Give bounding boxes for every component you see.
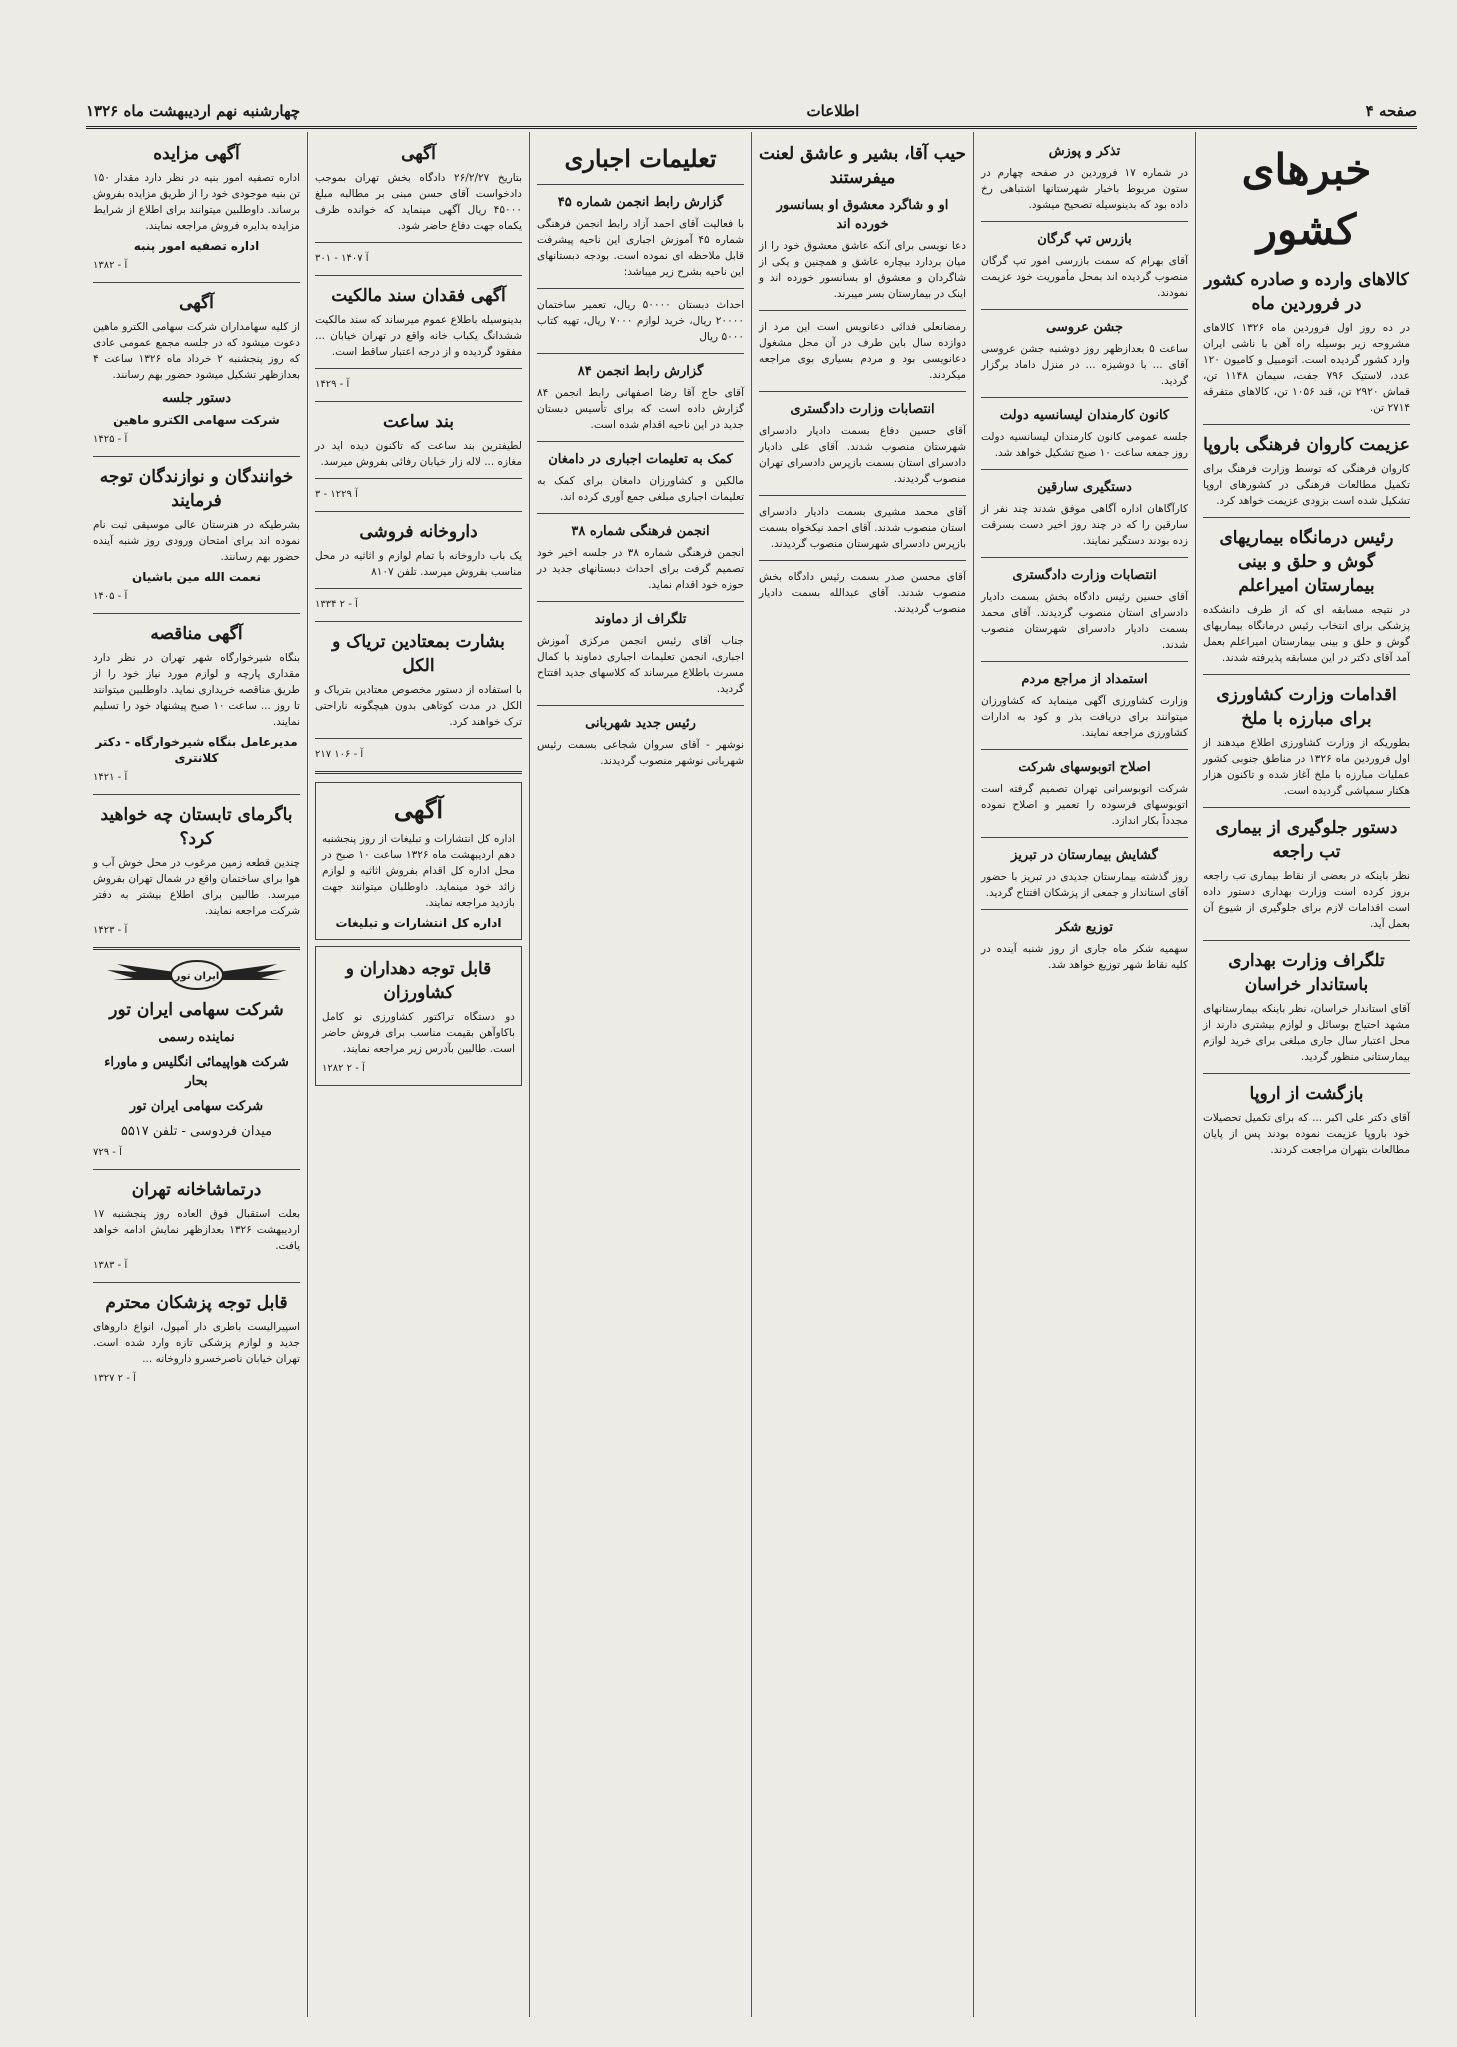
ad-code: ۱۳۳۴ آ - ۲ [315,599,358,610]
divider [537,601,744,602]
iran-tour-address: میدان فردوسی - تلفن ۵۵۱۷ [120,1124,273,1139]
ad-code: ۱۳۸۳ - آ [93,1260,128,1271]
column-ads-5 [307,132,529,2017]
ad-code: ۱۴۲۵ - آ [93,434,128,445]
section-title-education: تعلیمات اجباری [564,144,717,173]
article-headline: داروخانه فروشی [359,522,478,542]
article-headline: استمداد از مراجع مردم [1021,672,1148,687]
column-news-3 [751,132,973,2017]
divider [315,588,522,589]
article-headline: آگهی مناقصه [150,624,243,644]
ad-code: ۱۳۸۲ - آ [93,260,128,271]
article-body: بطوریکه از وزارت کشاورزی اطلاع میدهند از اول فروردین ماه ۱۳۲۶ در مناطق جنوبی کشور عملیات مبارزه با ملخ آغاز شده و تاکنون هزار هکتار سمپاشی گردیده است. [1203,737,1410,797]
theater-body: بعلت استقبال فوق العاده روز پنجشنبه ۱۷ اردیبهشت ۱۳۲۶ بعدازظهر نمایش ادامه خواهد یافت. [93,1208,300,1252]
notice-body: اداره کل انتشارات و تبلیغات از روز پنجشنبه دهم اردیبهشت ماه ۱۳۲۶ ساعت ۱۰ صبح در محل اداره کل اقدام بفروش اثاثیه و لوازم زائد خود مینماید. داوطلبان میتوانند جهت بازدید مراجعه نمایند. [322,833,515,909]
article-headline: گزارش رابط انجمن ۸۴ [577,364,704,379]
article-headline: جشن عروسی [1046,320,1123,335]
divider [981,221,1188,222]
divider [93,456,300,457]
article-body: سهمیه شکر ماه جاری از روز شنبه آینده در کلیه نقاط شهر توزیع خواهد شد. [981,943,1188,971]
article [537,450,744,505]
article [981,846,1188,901]
divider [93,1282,300,1283]
theater-title: درتماشاخانه تهران [131,1180,262,1200]
iran-tour-line: نماینده رسمی [158,1030,235,1045]
article [93,622,300,786]
ad-code: ۱۲۸۲ آ - ۲ [322,1063,365,1074]
logo-text: ایران تور [174,971,219,982]
article [1203,816,1410,932]
divider [93,794,300,795]
divider [315,738,522,739]
article-subheading: دستور جلسه [161,391,232,406]
article-signature: نعمت الله مین باشیان [132,570,261,584]
article-body: ساعت ۵ بعدازظهر روز دوشنبه جشن عروسی آقای ... با دوشیزه ... در منزل داماد برگزار گردید. [981,343,1188,387]
article-body: بتاریخ ۲۶/۲/۲۷ دادگاه بخش تهران بموجب دادخواست آقای حسن مبنی بر مطالبه مبلغ ۴۵۰۰۰ ریال آگهی مینماید که خوانده ظرف یکماه جهت دفاع حاضر شود. [315,172,522,232]
ad-code: ۳ - ۱۲۲۹ آ [315,489,358,500]
divider [537,705,744,706]
divider [315,401,522,402]
article [981,918,1188,973]
article [93,465,300,605]
divider [93,282,300,283]
notice-box [315,782,522,940]
divider [1203,1073,1410,1074]
article-headline: عزیمت کاروان فرهنگی باروپا [1203,435,1410,455]
article-headline: دستگیری سارقین [1037,480,1132,495]
iran-tour-line: شرکت سهامی ایران تور [129,1099,264,1114]
article [1203,1082,1410,1158]
article-signature: شرکت سهامی الکترو ماهین [113,413,280,427]
divider [1203,807,1410,808]
divider [315,368,522,369]
divider [93,613,300,614]
article-body: آقای دکتر علی اکبر ... که برای تکمیل تحصیلات خود باروپا عزیمت نموده بودند پس از پایان مطالعات بتهران مراجعت کردند. [1203,1112,1410,1156]
divider [981,469,1188,470]
article [315,410,522,470]
ad-code: ۱۳۲۷ آ - ۲ [93,1373,136,1384]
article-body: آقای محمد مشیری بسمت دادیار دادسرای استان منصوب شدند. آقای احمد نیکخواه بسمت بازپرس دادسرای شهرستان منصوب گردیدند. [759,506,966,550]
divider [315,771,522,774]
article-body: بنگاه شیرخوارگاه شهر تهران در نظر دارد مقداری پارچه و لوازم مورد نیاز خود را از طریق مناقصه خریداری نماید. داوطلبین میتوانند تا روز ... ساعت ۱۰ صبح پیشنهاد خود را تسلیم نمایند. [93,652,300,728]
article-body: اداره تصفیه امور بنیه در نظر دارد مقدار ۱۵۰ تن بنیه موجودی خود را از طریق مزایده بفروش برساند. داوطلبین میتوانند برای اطلاع از شرایط مزایده بدایره فروش مراجعه نمایند. [93,172,300,232]
article-body: آقای حسین رئیس دادگاه بخش بسمت دادیار دادسرای استان منصوب گردیدند. آقای محمد بسمت دادیار دادسرای شهرستان منصوب شدند. [981,591,1188,651]
masthead-rule [86,126,1417,129]
article-headline: اصلاح اتوبوسهای شرکت [1018,760,1151,775]
article [981,758,1188,829]
article [981,478,1188,549]
article [315,284,522,360]
article [759,400,966,487]
column-ads-6 [86,132,307,2017]
notice-signature: اداره کل انتشارات و تبلیغات [335,916,502,930]
article-body: در ده روز اول فروردین ماه ۱۳۲۶ کالاهای مشروحه زیر بوسیله راه آهن با ناشی ایران وارد کشور گردیده است. اتومبیل و کامیون ۱۲۰ عدد، لاستیک ۷۹۶ جفت، سیمان ۱۱۴۸ تن، قماش ۲۹۲۰ تن، قند ۱۰۵۶ تن، کالاهای متفرقه ۲۷۱۴ تن. [1203,322,1410,414]
article-body: بشرطیکه در هنرستان عالی موسیقی ثبت نام نموده اند برای امتحان ورودی روز شنبه آینده حضور بهم رسانند. [93,519,300,563]
article-headline: رئیس جدید شهربانی [585,716,696,731]
divider [1203,940,1410,941]
article [981,142,1188,213]
article [1203,683,1410,799]
article-body: آقای بهرام که سمت بازرسی امور تپ گرگان منصوب گردیده اند بمحل مأموریت خود عزیمت نمودند. [981,255,1188,299]
article-body: در نتیجه مسابقه ای که از طرف دانشکده پزشکی برای انتخاب رئیس درمانگاه بیماریهای گوش و حلق و بینی بیمارستان امیراعلم بعمل آمد آقای دکتر در این مسابقه پذیرفته شدند. [1203,604,1410,664]
masthead [86,96,1417,126]
article-body: دعا نویسی برای آنکه عاشق معشوق خود را از میان بردارد بیچاره عاشق و همچنین و یکی از شاگردان و معشوق او بسانسور خورده اند و اینک در بیمارستان بسر میبرند. [759,240,966,300]
article-body: یک باب داروخانه با تمام لوازم و اثاثیه در محل مناسب بفروش میرسد. تلفن ۸۱۰۷ [315,550,522,578]
lead-headline: حیب آقا، بشیر و عاشق لعنت میفرستند [758,144,966,188]
article [1203,526,1410,666]
article-headline: اقدامات وزارت کشاورزی برای مبارزه با ملخ [1216,685,1397,729]
page-label: صفحه ۴ [1365,102,1417,120]
article-body: در شماره ۱۷ فروردین در صفحه چهارم در ستون مربوط باخبار شهرستانها اشتباهی رخ داده بود که بدینوسیله تصحیح میشود. [981,167,1188,211]
article-headline: بازرس تپ گرگان [1037,232,1132,247]
airline-logo [93,958,300,992]
article [1203,268,1410,416]
divider [537,353,744,354]
farmers-ad-body: دو دستگاه تراکتور کشاورزی نو کامل باکاوآهن بقیمت مناسب برای فروش حاضر است. طالبین بآدرس زیر مراجعه نمایند. [322,1011,515,1055]
article [315,142,522,234]
article-headline: تلگراف از دماوند [594,612,687,627]
divider [1203,517,1410,518]
divider [315,242,522,243]
divider [537,441,744,442]
divider [315,275,522,276]
ad-code: ۱۴۰۵ - آ [93,591,128,602]
divider [93,947,300,950]
article-headline: خوانندگان و نوازندگان توجه فرمایند [99,467,294,511]
article-body: آقای محسن صدر بسمت رئیس دادگاه بخش منصوب شدند. آقای عبدالله بسمت دادیار منصوب گردیدند. [759,571,966,615]
farmers-ad-title: قابل توجه دهداران و کشاورزان [345,959,492,1003]
article-body: کاروان فرهنگی که توسط وزارت فرهنگ برای تکمیل مطالعات فرهنگی در کشورهای اروپا تشکیل شده است بزودی عزیمت خواهد کرد. [1203,463,1410,507]
ad-code: ۱۴۲۹ - آ [315,379,350,390]
column-news-2 [973,132,1195,2017]
winged-logo-icon [97,958,297,992]
ad-code: ۳۰۱ - ۱۴۰۷ آ [315,253,369,264]
farmers-ad [315,946,522,1086]
article [1203,433,1410,509]
article-signature: مدیرعامل بنگاه شیرخوارگاه - دکتر کلانتری [95,735,298,765]
article [759,238,966,302]
article-body: روز گذشته بیمارستان جدیدی در تبریز با حضور آقای استاندار و جمعی از پزشکان افتتاح گردید. [981,871,1188,899]
article-body: چندین قطعه زمین مرغوب در محل خوش آب و هوا برای ساختمان واقع در شمال تهران بفروش میرسد. طالبین برای اطلاع بیشتر به دفتر شرکت مراجعه نمایند. [93,857,300,917]
article [981,670,1188,741]
article-headline: رئیس درمانگاه بیماریهای گوش و حلق و بینی بیمارستان امیراعلم [1219,528,1394,596]
article [315,377,522,393]
divider [315,511,522,512]
article [315,597,522,613]
article-body: آقای استاندار خراسان، نظر باینکه بیمارستانهای مشهد احتیاج بوسائل و لوازم بیشتری دارند از محل اعتبار سال جاری مبلغی برای خرید لوازم بیمارستانی منظور گردید. [1203,1003,1410,1063]
article-body: جناب آقای رئیس انجمن مرکزی آموزش اجباری، انجمن تعلیمات اجباری دماوند با کمال مسرت باطلاع میرساند که کلاسهای جدید افتتاح گردید. [537,635,744,695]
article-body: مالکین و کشاورزان دامغان برای کمک به تعلیمات اجباری مبلغی جمع آوری کرده اند. [537,475,744,503]
article-headline: باگرمای تابستان چه خواهید کرد؟ [100,805,293,849]
article-headline: گزارش رابط انجمن شماره ۴۵ [557,195,724,210]
article [537,610,744,697]
article-headline: آگهی مزایده [153,144,240,164]
divider [981,837,1188,838]
article-body: رمضانعلی فدائی دعانویس است این مرد از دوازده سال باین طرف در آن محل مشغول دعانویسی بود و مردم بسیاری بوی مراجعه میکردند. [759,321,966,381]
article [981,406,1188,461]
article-signature: اداره تصفیه امور پنبه [133,239,260,253]
divider [93,1169,300,1170]
article [981,566,1188,653]
divider [981,661,1188,662]
article [759,319,966,383]
article-headline: کالاهای وارده و صادره کشور در فروردین ماه [1204,270,1409,314]
article-headline: تلگراف وزارت بهداری باستاندار خراسان [1228,951,1385,995]
article-body: احداث دبستان ۵۰۰۰۰ ریال، تعمیر ساختمان ۲۰۰۰۰ ریال، خرید لوازم ۷۰۰۰ ریال، تهیه کتاب ۵۰۰۰ ریال [537,299,744,343]
article [1203,949,1410,1065]
divider [759,495,966,496]
iran-tour-title: شرکت سهامی ایران تور [109,1000,284,1020]
article [537,297,744,345]
article-body: شرکت اتوبوسرانی تهران تصمیم گرفته است اتوبوسهای فرسوده را تعمیر و اصلاح نموده مجدداً بکار اندازد. [981,783,1188,827]
divider [537,513,744,514]
article [93,142,300,274]
article [93,291,300,448]
article-body: از کلیه سهامداران شرکت سهامی الکترو ماهین دعوت میشود که در جلسه مجمع عمومی عادی که روز پنجشنبه ۲ خرداد ماه ۱۳۲۶ ساعت ۴ بعدازظهر تشکیل میشود حضور بهم رسانند. [93,321,301,381]
divider [981,909,1188,910]
article-headline: کمک به تعلیمات اجباری در دامغان [548,452,733,467]
article-body: بدینوسیله باطلاع عموم میرساند که سند مالکیت ششدانگ یکباب خانه واقع در تهران خیابان ... مفقود گردیده و از درجه اعتبار ساقط است. [315,314,522,358]
article-headline: انجمن فرهنگی شماره ۳۸ [571,524,710,539]
article [759,569,966,617]
divider [759,310,966,311]
doctors-body: اسپیرالیست باطری دار آمپول، انواع داروهای جدید و لوازم پزشکی تازه وارد شده است. تهران خیابان ناصرخسرو داروخانه ... [93,1321,300,1365]
article-body: آقای حسین دفاع بسمت دادیار دادسرای شهرستان منصوب شدند. آقای علی دادیار دادسرای استان بسمت بازپرس دادسرای تهران منصوب گردیدند. [759,425,966,485]
article-headline: بازگشت از اروپا [1249,1084,1364,1104]
divider [981,557,1188,558]
article [93,803,300,939]
article-headline: بشارت بمعتادین تریاک و الکل [332,632,505,676]
doctors-ad [93,1291,300,1387]
article [315,487,522,503]
divider [537,288,744,289]
divider [537,184,744,185]
divider [981,309,1188,310]
divider [315,478,522,479]
doctors-title: قابل توجه پزشکان محترم [105,1293,288,1313]
divider [759,560,966,561]
article-body: نوشهر - آقای سروان شجاعی بسمت رئیس شهربانی نوشهر منصوب گردیدند. [537,739,744,767]
issue-date: چهارشنبه نهم اردیبهشت ماه ۱۳۲۶ [86,102,301,120]
article-headline: انتصابات وزارت دادگستری [790,402,935,417]
article-headline: کانون کارمندان لیسانسیه دولت [999,408,1170,423]
iran-tour-ad [93,958,300,1161]
columns [86,132,1417,2017]
article [759,504,966,552]
column-national-news [1195,132,1417,2017]
article-body: نظر باینکه در بعضی از نقاط بیماری تب راجعه بروز کرده است وزارت بهداری دستور داده است اقدامات لازم برای جلوگیری از شیوع آن بعمل آید. [1203,870,1410,930]
theater-ad [93,1178,300,1274]
article [315,251,522,267]
section-title: خبرهای کشور [1241,145,1372,254]
notice-title: آگهی [393,795,444,824]
column-compulsory-education [529,132,751,2017]
article-body: لطیفترین بند ساعت که تاکنون دیده اید در مغازه ... لاله زار خیابان رفائی بفروش میرسد. [315,440,522,468]
article [537,714,744,769]
article-headline: آگهی فقدان سند مالکیت [331,286,506,306]
divider [315,621,522,622]
article-body: انجمن فرهنگی شماره ۳۸ در جلسه اخیر خود تصمیم گرفت برای احداث دبستانهای جدید در حوزه خود اقدام نماید. [537,547,744,591]
article-body: جلسه عمومی کانون کارمندان لیسانسیه دولت روز جمعه ساعت ۱۰ صبح تشکیل خواهد شد. [981,431,1188,459]
article [981,230,1188,301]
article [315,630,522,730]
divider [1203,424,1410,425]
article-body: با استفاده از دستور مخصوص معتادین بتریاک و الکل در مدت کوتاهی بدون هیچگونه ناراحتی ترک خواهند کرد. [315,684,522,728]
article-body: کارآگاهان اداره آگاهی موفق شدند چند نفر از سارقین را که در چند روز اخیر دست بسرقت زده بودند دستگیر نمایند. [981,503,1188,547]
article [315,520,522,580]
article-headline: آگهی [401,144,436,164]
ad-code: ۲۱۷ آ - ۱۰۶ [315,749,364,760]
ad-code: ۱۴۲۱ - آ [93,772,128,783]
article-headline: بند ساعت [383,412,454,432]
divider [759,391,966,392]
iran-tour-line: شرکت هواپیمائی انگلیس و ماوراء بحار [104,1055,289,1089]
ad-code: ۱۴۲۳ - آ [93,925,128,936]
article-body: وزارت کشاورزی آگهی مینماید که کشاورزان میتوانند برای دریافت بذر و کود به ادارات کشاورزی مراجعه نمایند. [981,695,1188,739]
divider [1203,674,1410,675]
divider [981,749,1188,750]
article [537,362,744,433]
article [981,318,1188,389]
paper-name: اطلاعات [806,102,860,120]
article [537,193,744,280]
article-headline: آگهی [179,293,214,313]
article-headline: تذکر و پوزش [1048,144,1121,159]
divider [981,397,1188,398]
article-headline: توزیع شکر [1056,920,1113,935]
article [315,747,522,763]
article-body: با فعالیت آقای احمد آزاد رابط انجمن فرهنگی شماره ۴۵ آموزش اجباری این ناحیه پیشرفت قابل ملاحظه ای نموده است. بودجه دبستانهای این ناحیه بشرح زیر میباشد: [537,218,745,278]
article-headline: انتصابات وزارت دادگستری [1012,568,1157,583]
article-headline: گشایش بیمارستان در تبریز [1011,848,1158,863]
article-body: آقای حاج آقا رضا اصفهانی رابط انجمن ۸۴ گزارش داده است که برای تأسیس دبستان جدید در این ناحیه اقدام شده است. [537,387,744,431]
article-headline: دستور جلوگیری از بیماری تب راجعه [1215,818,1398,862]
article [537,522,744,593]
lead-subheadline: او و شاگرد معشوق او بسانسور خورده اند [776,198,949,232]
ad-code: ۷۲۹ - آ [93,1147,122,1158]
